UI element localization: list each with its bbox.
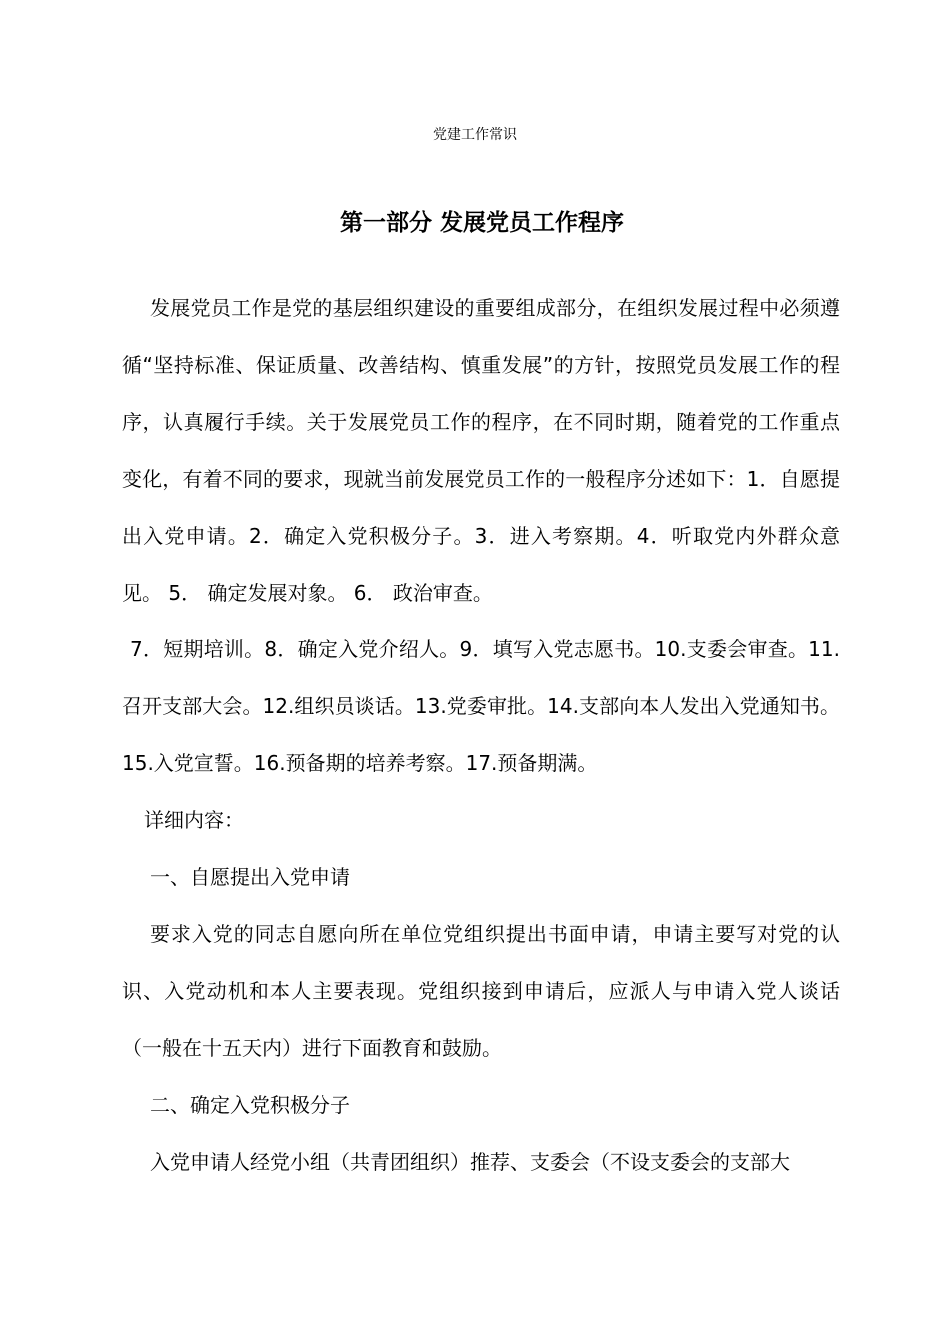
paragraph-section-2: 入党申请人经党小组（共青团组织）推荐、支委会（不设支委会的支部大 xyxy=(150,1149,790,1174)
paragraph-section-1: 要求入党的同志自愿向所在单位党组织提出书面申请，申请主要写对党的认识、入党动机和本人主要表现。党组织接到申请后，应派人与申请入党人谈话（一般在十五天内）进行下面教育和鼓励。 xyxy=(122,921,840,1060)
section-heading-1: 一、自愿提出入党申请 xyxy=(150,865,350,890)
body-text xyxy=(122,280,840,1191)
paragraph-detail-heading: 详细内容： xyxy=(144,808,244,833)
main-title: 第一部分 发展党员工作程序 xyxy=(339,210,624,236)
paragraph-intro: 发展党员工作是党的基层组织建设的重要组成部分，在组织发展过程中必须遵循“坚持标准、保证质量、改善结构、慎重发展”的方针，按照党员发展工作的程序，认真履行手续。关于发展党员工作的程序，在不同时期，随着党的工作重点变化，有着不同的要求，现就当前发展党员工作的一般程序分述如下：1．自愿提出入党申请。2．确定入党积极分子。3．进入考察期。4．听取党内外群众意见。 5． 确定发展对象。 6． 政治审查。 xyxy=(122,296,840,605)
header-title: 党建工作常识 xyxy=(433,127,517,143)
section-heading-2: 二、确定入党积极分子 xyxy=(150,1092,350,1117)
paragraph-steps: 7．短期培训。8．确定入党介绍人。9．填写入党志愿书。10.支委会审查。11.召开支部大会。12.组织员谈话。13.党委审批。14.支部向本人发出入党通知书。15.入党宣誓。16.预备期的培养考察。17.预备期满。 xyxy=(122,637,840,776)
